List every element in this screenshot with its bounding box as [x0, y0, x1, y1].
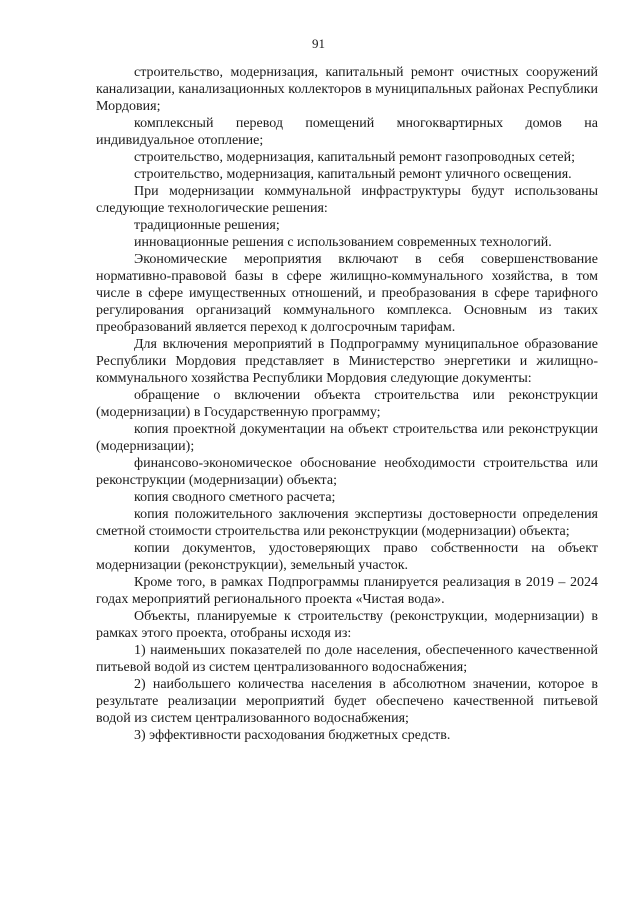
paragraph: При модернизации коммунальной инфраструктуры будут использованы следующие технологические решения:: [96, 184, 598, 216]
paragraph: 3) эффективности расходования бюджетных средств.: [134, 728, 451, 743]
paragraph: обращение о включении объекта строительства или реконструкции (модернизации) в Государственную программу;: [96, 388, 598, 420]
page-number: 91: [312, 36, 325, 51]
paragraph: копия проектной документации на объект строительства или реконструкции (модернизации);: [96, 422, 598, 454]
paragraph: Кроме того, в рамках Подпрограммы планируется реализация в 2019 – 2024 годах мероприятий регионального проекта «Чистая вода».: [96, 575, 598, 607]
paragraph: строительство, модернизация, капитальный ремонт уличного освещения.: [134, 167, 572, 182]
paragraph: финансово-экономическое обоснование необходимости строительства или реконструкции (модернизации) объекта;: [96, 456, 598, 488]
paragraph: инновационные решения с использованием современных технологий.: [134, 235, 552, 250]
paragraph: строительство, модернизация, капитальный ремонт очистных сооружений канализации, канализационных коллекторов в муниципальных районах Республики Мордовия;: [96, 65, 598, 114]
paragraph: 1) наименьших показателей по доле населения, обеспеченного качественной питьевой водой из систем централизованного водоснабжения;: [96, 643, 598, 675]
paragraph: копии документов, удостоверяющих право собственности на объект модернизации (реконструкции), земельный участок.: [96, 541, 598, 573]
document-body: [96, 64, 598, 744]
paragraph: строительство, модернизация, капитальный ремонт газопроводных сетей;: [134, 150, 576, 165]
paragraph: комплексный перевод помещений многоквартирных домов на индивидуальное отопление;: [96, 116, 598, 148]
paragraph: 2) наибольшего количества населения в абсолютном значении, которое в результате реализации мероприятий будет обеспечено качественной питьевой водой из систем централизованного водоснабжения;: [96, 677, 598, 726]
paragraph: Для включения мероприятий в Подпрограмму муниципальное образование Республики Мордовия представляет в Министерство энергетики и жилищно-коммунального хозяйства Республики Мордовия следующие документы:: [96, 337, 598, 386]
paragraph: копия сводного сметного расчета;: [134, 490, 336, 505]
paragraph: традиционные решения;: [134, 218, 280, 233]
paragraph: Экономические мероприятия включают в себя совершенствование нормативно-правовой базы в сфере жилищно-коммунального хозяйства, в том числе в сфере имущественных отношений, и преобразования в сфере тарифного регулирования организаций коммунального комплекса. Основным из таких преобразований является переход к долгосрочным тарифам.: [96, 252, 598, 335]
paragraph: копия положительного заключения экспертизы достоверности определения сметной стоимости строительства или реконструкции (модернизации) объекта;: [96, 507, 598, 539]
paragraph: Объекты, планируемые к строительству (реконструкции, модернизации) в рамках этого проекта, отобраны исходя из:: [96, 609, 598, 641]
